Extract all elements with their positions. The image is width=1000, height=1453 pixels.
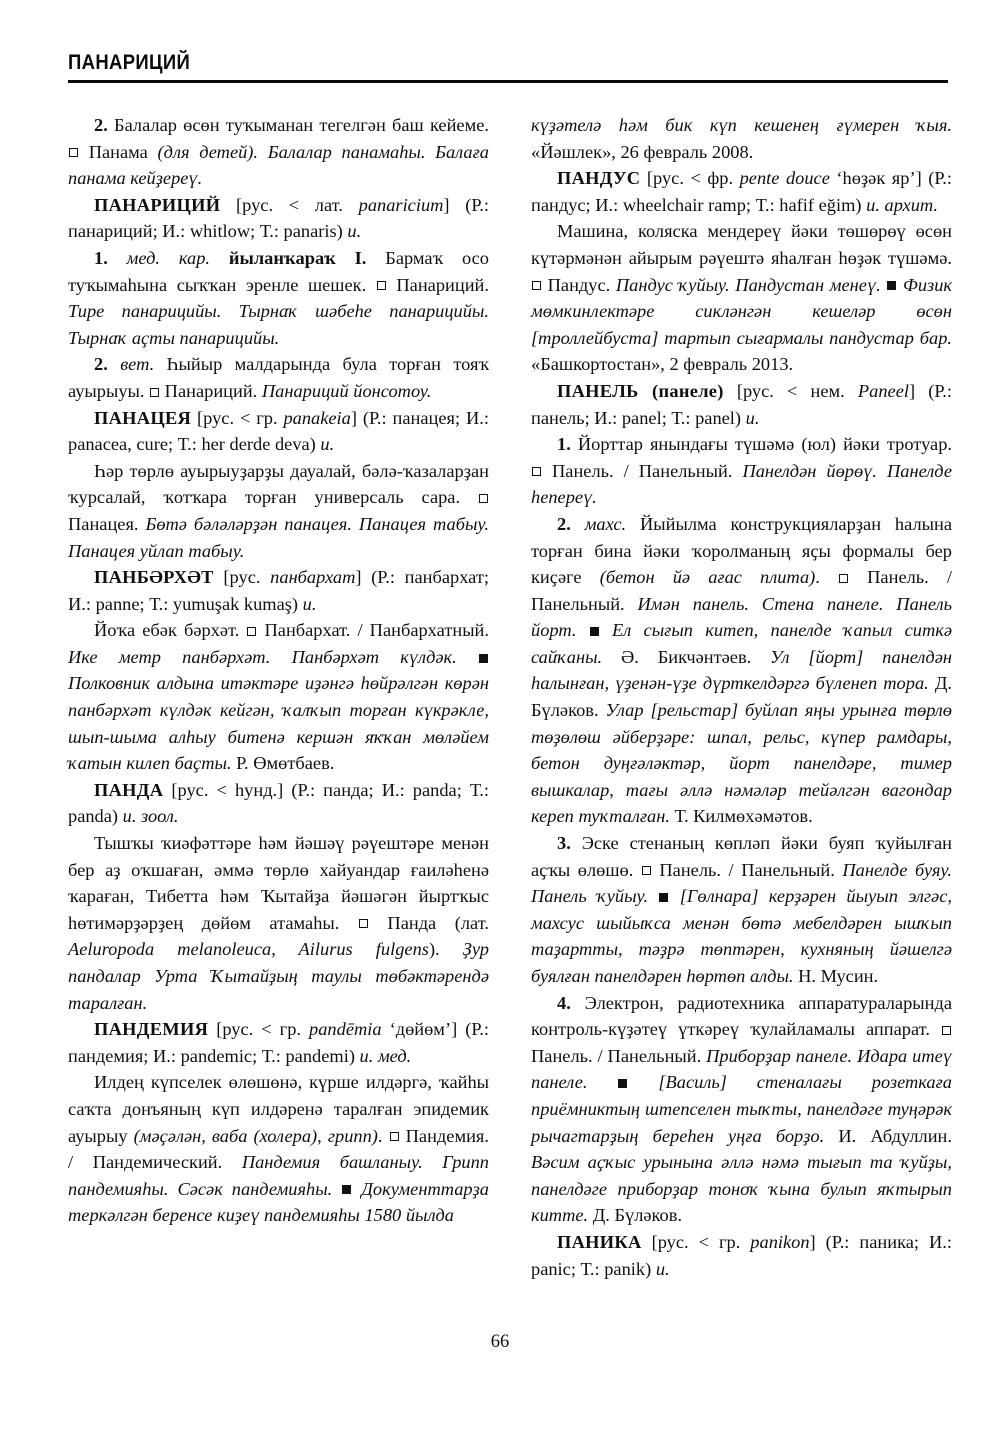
- italic-text: Имән панель. Стена панеле. Панель йорт.: [531, 593, 952, 641]
- body-text: [рус. < гр.: [191, 407, 284, 428]
- body-text: [108, 248, 127, 268]
- body-text: «Йәшлек», 26 февраль 2008.: [531, 141, 754, 162]
- entry-headword: ПАНАРИЦИЙ: [94, 194, 221, 215]
- italic-text: Aeluropoda melanoleuca, Ailurus fulgens: [68, 939, 429, 960]
- body-text: [571, 514, 585, 534]
- body-text: Панама: [79, 141, 158, 162]
- italic-text: вет.: [120, 354, 155, 375]
- running-head: ПАНАРИЦИЙ: [68, 51, 191, 74]
- body-text: Машина, коляска мендереү йәки төшөрөү өсөн күтәрмәнән айырым рәүештә яһалған һөҙәк түшәмә.: [531, 221, 952, 268]
- body-text: Панариций.: [160, 380, 262, 401]
- sense-number: 1.: [94, 247, 108, 268]
- entry-paragraph: [531, 378, 952, 431]
- open-square-marker: [532, 467, 541, 476]
- body-text: [648, 886, 658, 906]
- sense-number: 2.: [557, 513, 571, 534]
- italic-text: pente douce: [739, 168, 830, 189]
- page-header: [68, 52, 948, 83]
- open-square-marker: [942, 1026, 951, 1035]
- body-text: Электрон, радиотехника аппаратураларында контроль-күҙәтеү үткәреү ҡулайламалы аппарат.: [531, 992, 952, 1040]
- italic-text: pandēmia: [309, 1019, 382, 1040]
- italic-text: и. зоол.: [122, 806, 179, 827]
- body-text: Бармаҡ осо туҡымаһына сыҡҡан эренле шешек.: [68, 247, 489, 295]
- italic-text: и.: [655, 1258, 670, 1279]
- body-text: Панда (лат.: [368, 912, 489, 933]
- italic-text: (мәҫәлән, ваба (холера), грипп): [133, 1125, 378, 1146]
- italic-text: Панариций йонсотоу.: [261, 380, 432, 401]
- body-text: Һәр төрлө ауырыуҙарҙы дауалай, бәлә-ҡазаларҙан ҡурсалай, ҡотҡара торған универсаль сара.: [68, 460, 489, 508]
- entry-headword: ПАНАЦЕЯ: [94, 407, 192, 428]
- filled-square-marker: [479, 654, 488, 663]
- body-text: [332, 1179, 341, 1199]
- entry-paragraph: [68, 405, 489, 458]
- italic-text: и. мед.: [359, 1045, 412, 1066]
- body-text: .: [815, 567, 839, 588]
- italic-text: мед. кар.: [126, 247, 211, 268]
- italic-text: и. архит.: [866, 194, 938, 215]
- italic-text: Пандус ҡуйыу. Пандустан менеү.: [615, 274, 881, 295]
- body-text: Панацея.: [68, 513, 146, 534]
- italic-text: Ҙур пандалар Урта Ҡытайҙың таулы төбәктәрендә таралған.: [68, 939, 489, 1013]
- body-text: [рус. < гр.: [641, 1231, 751, 1252]
- entry-paragraph: [531, 1229, 952, 1282]
- italic-text: Вәсим аҫҡыс урынына әллә нәмә тығып та ҡуйҙы, панелдәге приборҙар тоноҡ ҡына булып яҡтырып китте.: [531, 1152, 952, 1226]
- italic-text: панбархат: [270, 567, 356, 588]
- entry-paragraph: [68, 458, 489, 564]
- italic-text: Панелде буяу. Панель ҡуйыу.: [531, 859, 952, 907]
- entry-paragraph: [68, 112, 489, 192]
- italic-text: Ике метр панбәрхәт. Панбәрхәт күлдәк.: [68, 646, 457, 667]
- body-text: Йоҡа ебәк бәрхәт.: [94, 620, 247, 641]
- entry-paragraph: [531, 990, 952, 1229]
- body-text: [210, 248, 229, 268]
- body-text: Р. Өмөтбаев.: [231, 753, 335, 774]
- body-text: Панель. / Панельный.: [542, 460, 743, 481]
- body-text: Эске стенаның көпләп йәки буяп ҡуйылған аҫҡы өлөшө.: [531, 833, 952, 880]
- open-square-marker: [479, 494, 488, 503]
- filled-square-marker: [659, 893, 668, 902]
- body-text: Ә. Бикчәнтәев.: [602, 646, 771, 667]
- entry-paragraph: [68, 1069, 489, 1229]
- entry-headword: ПАНБӘРХӘТ: [94, 567, 214, 588]
- entry-paragraph: [68, 351, 489, 404]
- italic-text: Приборҙар панеле. Идара итеү панеле.: [531, 1045, 952, 1093]
- entry-paragraph: [68, 777, 489, 830]
- body-text: Тышҡы ҡиәфәттәре һәм йәшәү рәүештәре менән бер аҙ оҡшаған, әммә төрлө хайуандар ғаиләһенә ҡараған, Тибетта һәм Ҡытайҙа йәшәгән йыртҡыс һөтимәрҙәрҙең дөйөм атамаһы.: [68, 833, 489, 933]
- body-text: ] (Р.: панариций; И.: whitlow; Т.: panaris): [68, 194, 489, 242]
- open-square-marker: [642, 866, 651, 875]
- entry-paragraph: [68, 1016, 489, 1069]
- body-text: Д. Бүләков.: [531, 673, 952, 721]
- body-text: [рус. < гр.: [208, 1019, 310, 1040]
- text-columns: [68, 112, 952, 1282]
- entry-headword: ПАНДУС: [557, 168, 641, 189]
- italic-text: Paneel: [857, 380, 909, 401]
- open-square-marker: [69, 148, 78, 157]
- body-text: [881, 275, 887, 295]
- entry-paragraph: [531, 112, 952, 165]
- open-square-marker: [532, 281, 541, 290]
- italic-text: (для детей). Балалар панамаһы. Балаға панама кейҙереү.: [68, 141, 489, 189]
- body-text: ] (Р.: панбархат; И.: panne; Т.: yumuşak kumaş): [68, 567, 489, 614]
- body-text: Д. Бүләков.: [588, 1205, 683, 1226]
- body-text: [457, 647, 478, 667]
- sense-number: 2.: [94, 115, 108, 135]
- entry-paragraph: [68, 564, 489, 617]
- body-text: ] (Р.: панацея; И.: panacea, cure; Т.: her derde deva): [68, 407, 489, 455]
- body-text: [108, 354, 120, 374]
- body-text: [рус. < лат.: [220, 194, 359, 215]
- entry-paragraph: [68, 830, 489, 1016]
- body-text: .: [377, 1125, 389, 1146]
- body-text: И. Абдуллин.: [824, 1125, 952, 1146]
- body-text: Йорттар янындағы түшәмә (юл) йәки тротуар.: [570, 434, 952, 455]
- entry-paragraph: [531, 218, 952, 378]
- body-text: Һыйыр малдарында була торған тояҡ ауырыуы.: [68, 354, 489, 401]
- body-text: [рус.: [213, 567, 271, 588]
- entry-paragraph: [531, 431, 952, 511]
- body-text: [рус. < нем.: [723, 380, 858, 401]
- open-square-marker: [247, 627, 256, 636]
- italic-text: Полковник алдына итәктәре иҙәнгә һөйрәлгән көрән панбәрхәт күлдәк кейгән, ҡалҡып торған күкрәкле, шып-шыма алһыу битенә кершән яҡҡан мөләйем ҡатын килеп баҫты.: [68, 673, 489, 774]
- entry-paragraph: [68, 245, 489, 351]
- body-text: Балалар өсөн туҡыманан тегелгән баш кейеме.: [107, 115, 489, 135]
- sense-number: 3.: [557, 833, 571, 854]
- page-folio: 66: [490, 1332, 510, 1352]
- body-text: [587, 1072, 617, 1092]
- entry-headword: ПАНДА: [94, 779, 164, 800]
- body-text: Пандемия. / Пандемический.: [68, 1125, 489, 1173]
- entry-headword: ПАНИКА: [557, 1231, 642, 1252]
- italic-text: и.: [745, 407, 760, 428]
- filled-square-marker: [590, 627, 599, 636]
- body-text: Панариций.: [386, 274, 489, 295]
- italic-text: [Василь] стеналағы розеткаға приёмниктың штепселен тыҡты, панелдәге туңәрәк рычагтарҙың береһен уңға борҙо.: [531, 1072, 952, 1146]
- body-text: [576, 620, 588, 640]
- italic-text: Бөтә бәләләрҙән панацея. Панацея табыу. Панацея уйлап табыу.: [68, 513, 490, 561]
- open-square-marker: [150, 388, 159, 397]
- entry-headword: ПАНЕЛЬ (панеле): [557, 380, 724, 401]
- italic-text: күҙәтелә һәм бик күп кешенең ғүмерен ҡыя.: [531, 115, 952, 135]
- italic-text: Панелдән йөрөү. Панелде һеперeү.: [531, 460, 952, 508]
- italic-text: Пандемия башланыу. Грипп пандемияһы. Сәсәк пандемияһы.: [68, 1152, 489, 1199]
- open-square-marker: [377, 281, 386, 290]
- italic-text: Ул [йорт] панелдән һалынған, үҙенән-үҙе дүрткелдәргә бүленеп тора.: [531, 646, 953, 694]
- filled-square-marker: [342, 1185, 351, 1194]
- body-text: Панель. / Панельный.: [651, 859, 843, 880]
- sense-number: йыланҡараҡ I.: [228, 247, 367, 268]
- open-square-marker: [359, 919, 368, 928]
- open-square-marker: [839, 574, 848, 583]
- sense-number: 1.: [557, 434, 571, 455]
- body-text: ] (Р.: панель; И.: panel; Т.: panel): [531, 380, 952, 428]
- italic-text: panaricium: [358, 194, 444, 215]
- body-text: [рус. < фр.: [640, 168, 740, 189]
- entry-paragraph: [531, 830, 952, 990]
- entry-paragraph: [531, 165, 952, 218]
- italic-text: Ел сығып китеп, панелде ҡапыл ситкә сайҡаны.: [531, 620, 952, 667]
- sense-number: 2.: [94, 354, 108, 375]
- body-text: Пандус.: [542, 274, 616, 295]
- italic-text: Улар [рельстар] буйлап яңы урынға төрлө төҙөлөш әйберҙәре: шпал, рельс, күпер рамдары, бетон дуңғәләктәр, йорт панелдәре, тимер вышкалар, тағы әллә нәмәләр тейәлгән вагондар кереп туҡталған.: [531, 700, 953, 827]
- entry-paragraph: [68, 617, 489, 777]
- italic-text: и.: [302, 593, 317, 614]
- italic-text: и.: [320, 434, 335, 455]
- italic-text: махс.: [584, 513, 627, 534]
- body-text: ] (Р.: паника; И.: panic; Т.: panik): [531, 1231, 952, 1279]
- body-text: Панель. / Панельный.: [531, 1045, 707, 1066]
- italic-text: (бетон йә ағас плита): [599, 567, 816, 588]
- body-text: Илдең күпселек өлөшөнә, күрше илдәргә, ҡайһы саҡта донъяның күп илдәренә таралған эпидемик ауырыу: [68, 1072, 489, 1146]
- body-text: «Башкортостан», 2 февраль 2013.: [531, 354, 794, 375]
- body-text: ).: [428, 939, 463, 960]
- italic-text: Тире панарицийы. Тырнаҡ шәбеһе панарицийы. Тырнаҡ аҫты панарицийы.: [68, 301, 489, 348]
- filled-square-marker: [618, 1079, 627, 1088]
- italic-text: и.: [347, 221, 362, 242]
- italic-text: Физик мөмкинлектәре сикләнгән кешеләр өсөн [троллейбуста] тартып сығармалы пандустар бар.: [531, 274, 952, 348]
- italic-text: panikon: [750, 1231, 810, 1252]
- filled-square-marker: [887, 281, 896, 290]
- entry-paragraph: [531, 511, 952, 830]
- body-text: Панбархат. / Панбархатный.: [257, 620, 489, 641]
- italic-text: [Гөлнара] керҙәрен йыуып элгәс, махсус шыйыҡса менән бөтә мебелдәрен ышҡып таҙартты, тәҙрә төптәрен, кухняның йәшелгә буялған панелдәрен һөртөп алды.: [531, 886, 952, 986]
- entry-headword: ПАНДЕМИЯ: [94, 1019, 209, 1040]
- left-column: [68, 112, 489, 1282]
- body-text: Панель. / Панельный.: [531, 567, 953, 614]
- italic-text: panakeia: [283, 407, 351, 428]
- body-text: ‘дөйөм’] (Р.: пандемия; И.: pandemic; Т.: pandemi): [68, 1019, 489, 1066]
- body-text: Т. Килмөхәмәтов.: [669, 806, 813, 827]
- body-text: ‘һөҙәк яр’] (Р.: пандус; И.: wheelchair ramp; Т.: hafif eğim): [531, 168, 952, 215]
- italic-text: Документтарҙа теркәлгән беренсе киҙеү пандемияһы 1580 йылда: [68, 1178, 489, 1226]
- right-column: [531, 112, 952, 1282]
- sense-number: 4.: [557, 992, 571, 1013]
- header-rule: [68, 80, 948, 83]
- open-square-marker: [390, 1132, 399, 1141]
- entry-paragraph: [68, 192, 489, 245]
- body-text: Н. Мусин.: [793, 966, 879, 986]
- body-text: [рус. < һунд.] (Р.: панда; И.: panda; Т.: panda): [68, 779, 489, 827]
- body-text: Йыйылма конструкцияларҙан һалына торған бина йәки ҡоролманың яҫы формалы бер киҫәге: [531, 513, 952, 588]
